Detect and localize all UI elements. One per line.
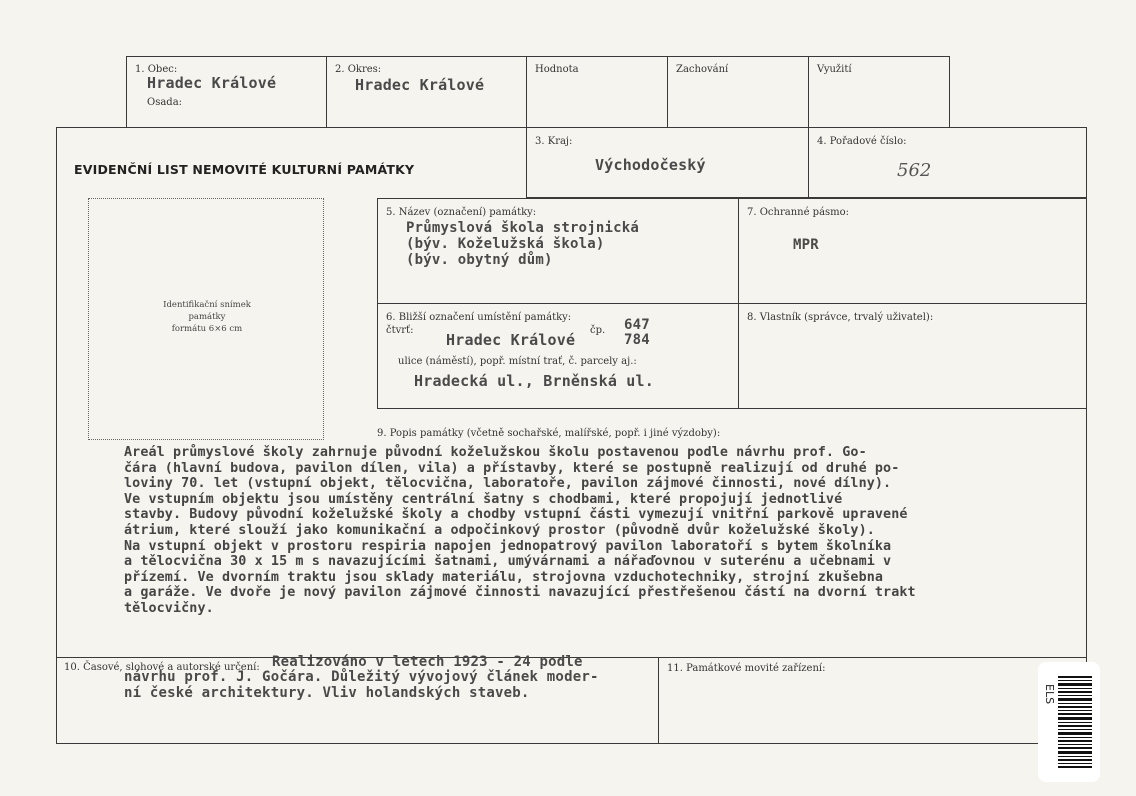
- movite-cell: [658, 657, 1087, 744]
- cp-label: čp.: [590, 325, 606, 336]
- vyuziti-label: Využití: [817, 64, 852, 75]
- popis-line: átrium, které slouží jako komunikační a odpočinkový prostor (původně dvůr koželužské školy).: [124, 522, 875, 538]
- nazev-line3: (býv. obytný dům): [406, 252, 553, 268]
- ulice-value: Hradecká ul., Brněnská ul.: [414, 372, 654, 390]
- hodnota-label: Hodnota: [535, 64, 579, 75]
- form-title: EVIDENČNÍ LIST NEMOVITÉ KULTURNÍ PAMÁTKY: [74, 162, 415, 177]
- vlastnik-label: 8. Vlastník (správce, trvalý uživatel):: [747, 312, 934, 323]
- popis-line: a tělocvična 30 x 15 m s navazujícími šatnami, umývárnami a nářaďovnou v suterénu a učebnami v: [124, 554, 892, 570]
- popis-text: [124, 445, 916, 617]
- kraj-value: Východočeský: [595, 156, 706, 174]
- photo-label-line1: Identifikační snímek: [163, 300, 251, 310]
- photo-placeholder: [88, 198, 324, 440]
- okres-cell: [326, 56, 527, 128]
- umisteni-cell: [377, 303, 739, 409]
- poradove-label: 4. Pořadové číslo:: [817, 136, 907, 147]
- nazev-line1: Průmyslová škola strojnická: [406, 220, 639, 236]
- ctvrt-value: Hradec Králové: [446, 331, 576, 349]
- obec-cell: [126, 56, 327, 128]
- photo-label-line2: památky: [188, 312, 226, 322]
- popis-line: stavby. Budovy původní koželužské školy a chodby vstupní části vymezují vnitřní parkově upravené: [124, 507, 908, 523]
- ochranne-cell: [738, 198, 1087, 304]
- popis-line: Areál průmyslové školy zahrnuje původní koželužskou školu postavenou podle návrhu prof. Go-: [124, 445, 867, 460]
- ulice-label: ulice (náměstí), popř. místní trať, č. parcely aj.:: [398, 356, 637, 367]
- ctvrt-label: čtvrť:: [386, 325, 414, 336]
- ochranne-label: 7. Ochranné pásmo:: [747, 207, 850, 218]
- poradove-value: 562: [897, 160, 932, 181]
- popis-line: tělocvičny.: [124, 600, 214, 616]
- popis-line: čára (hlavní budova, pavilon dílen, vila) a přístavby, které se postupně realizují od druhé po-: [124, 460, 900, 476]
- poradove-cell: [808, 127, 1087, 198]
- barcode-icon: [1058, 676, 1092, 768]
- kraj-cell: [526, 127, 809, 198]
- obec-label: 1. Obec:: [135, 64, 178, 75]
- zachovani-label: Zachování: [676, 64, 729, 75]
- popis-line: přízemí. Ve dvorním traktu jsou sklady materiálu, strojovna vzduchotechniky, strojní zkušebna: [124, 569, 884, 585]
- popis-label: 9. Popis památky (včetně sochařské, malířské, popř. i jiné výzdoby):: [377, 428, 721, 439]
- casove-line2: návrhu prof. J. Gočára. Důležitý vývojový článek moder-: [124, 669, 599, 685]
- okres-value: Hradec Králové: [355, 76, 485, 94]
- kraj-label: 3. Kraj:: [535, 136, 573, 147]
- cp-value-647: 647: [624, 317, 650, 333]
- obec-value: Hradec Králové: [147, 74, 277, 92]
- okres-label: 2. Okres:: [335, 64, 382, 75]
- nazev-cell: [377, 198, 739, 304]
- casove-inline-value: Realizováno v letech 1923 - 24 podle: [272, 654, 583, 670]
- movite-label: 11. Památkové movité zařízení:: [667, 663, 826, 674]
- cp-value-784: 784: [624, 332, 650, 348]
- hodnota-cell: [526, 56, 668, 128]
- nazev-label: 5. Název (označení) památky:: [386, 207, 537, 218]
- umisteni-label: 6. Bližší označení umístění památky:: [386, 312, 572, 323]
- popis-line: Na vstupní objekt v prostoru respiria napojen jednopatrový pavilon laboratoří s bytem školníka: [124, 538, 892, 554]
- osada-label: Osada:: [147, 97, 183, 108]
- vlastnik-cell: [738, 303, 1087, 409]
- zachovani-cell: [667, 56, 809, 128]
- casove-line3: ní české architektury. Vliv holandských staveb.: [124, 685, 530, 701]
- photo-label-line3: formátu 6×6 cm: [171, 324, 243, 334]
- popis-line: loviny 70. let (vstupní objekt, tělocvična, laboratoře, pavilon zájmové činnosti, nové dílny).: [124, 476, 892, 492]
- popis-line: Ve vstupním objektu jsou umístěny centrální šatny s chodbami, které propojují jednotlivé: [124, 491, 843, 507]
- popis-line: a garáže. Ve dvoře je nový pavilon zájmové činnosti navazující přestřešenou částí na dvorní trakt: [124, 585, 916, 601]
- nazev-line2: (býv. Koželužská škola): [406, 236, 605, 252]
- ochranne-value: MPR: [793, 237, 819, 253]
- vyuziti-cell: [808, 56, 950, 128]
- barcode-text: ELS: [1043, 684, 1056, 705]
- casove-label: 10. Časové, slohové a autorské určení:: [64, 662, 260, 673]
